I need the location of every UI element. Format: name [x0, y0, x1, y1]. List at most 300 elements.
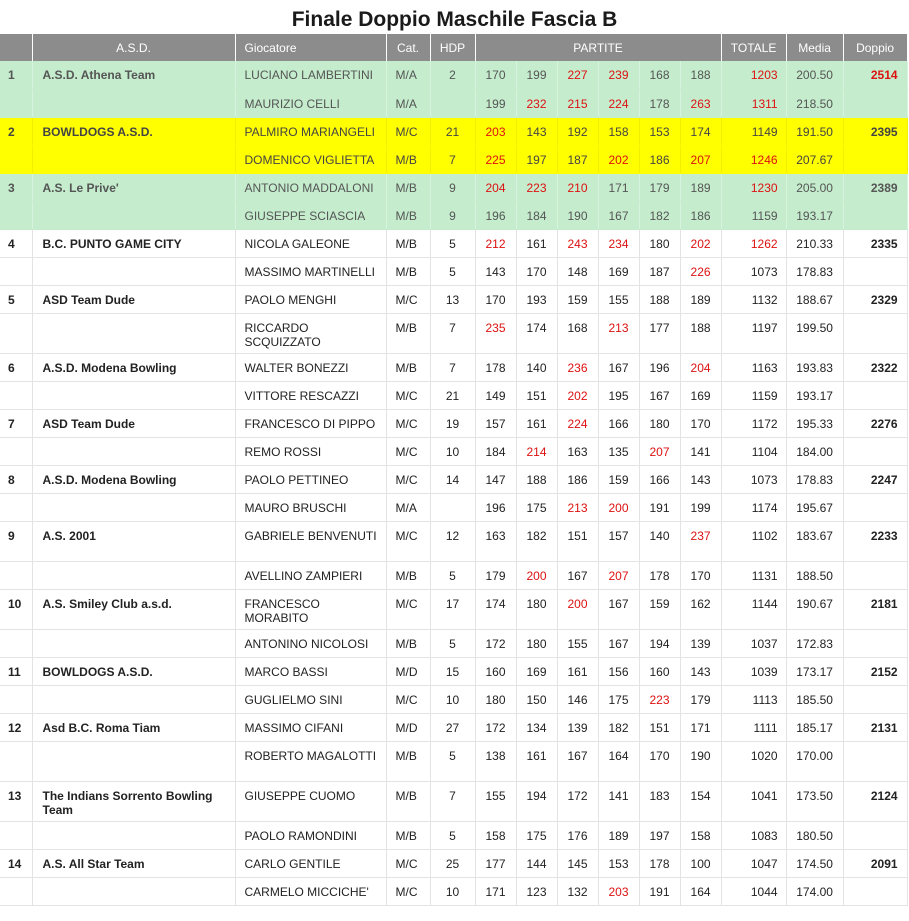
game-score: 237 [680, 521, 721, 561]
game-score: 191 [639, 493, 680, 521]
game-score: 190 [557, 201, 598, 229]
club-cell [32, 257, 235, 285]
player-name: MAURO BRUSCHI [235, 493, 386, 521]
table-row [0, 821, 907, 849]
total-cell: 1203 [721, 61, 786, 89]
position-cell: 14 [0, 849, 32, 877]
game-score: 153 [639, 117, 680, 145]
media-cell: 183.67 [786, 521, 843, 561]
doppio-cell [843, 821, 907, 849]
total-cell: 1020 [721, 741, 786, 781]
game-score: 147 [475, 465, 516, 493]
total-cell: 1144 [721, 589, 786, 629]
player-name: GIUSEPPE SCIASCIA [235, 201, 386, 229]
game-score: 182 [516, 521, 557, 561]
game-score: 232 [516, 89, 557, 117]
player-name: CARLO GENTILE [235, 849, 386, 877]
player-name: GABRIELE BENVENUTI [235, 521, 386, 561]
game-score: 215 [557, 89, 598, 117]
media-cell: 173.50 [786, 781, 843, 821]
game-score: 161 [516, 741, 557, 781]
doppio-cell [843, 561, 907, 589]
hdp-cell [430, 493, 475, 521]
game-score: 186 [557, 465, 598, 493]
hdp-cell: 9 [430, 201, 475, 229]
game-score: 159 [639, 589, 680, 629]
doppio-cell: 2335 [843, 229, 907, 257]
game-score: 135 [598, 437, 639, 465]
player-name: GUGLIELMO SINI [235, 685, 386, 713]
category-cell: M/D [386, 713, 430, 741]
game-score: 157 [475, 409, 516, 437]
hdp-cell: 7 [430, 353, 475, 381]
hdp-cell: 5 [430, 741, 475, 781]
total-cell: 1111 [721, 713, 786, 741]
game-score: 169 [598, 257, 639, 285]
game-score: 213 [557, 493, 598, 521]
game-score: 155 [598, 285, 639, 313]
table-row [0, 713, 907, 741]
game-score: 139 [680, 629, 721, 657]
table-row [0, 313, 907, 353]
game-score: 158 [598, 117, 639, 145]
game-score: 204 [475, 173, 516, 201]
total-cell: 1073 [721, 465, 786, 493]
game-score: 160 [475, 657, 516, 685]
game-score: 155 [557, 629, 598, 657]
header-asd: A.S.D. [32, 34, 235, 61]
game-score: 177 [639, 313, 680, 353]
category-cell: M/B [386, 353, 430, 381]
game-score: 161 [516, 229, 557, 257]
game-score: 143 [475, 257, 516, 285]
media-cell: 188.50 [786, 561, 843, 589]
game-score: 160 [639, 657, 680, 685]
position-cell: 2 [0, 117, 32, 145]
position-cell [0, 685, 32, 713]
category-cell: M/C [386, 409, 430, 437]
position-cell [0, 877, 32, 905]
game-score: 214 [516, 437, 557, 465]
total-cell: 1102 [721, 521, 786, 561]
hdp-cell: 9 [430, 173, 475, 201]
doppio-cell: 2152 [843, 657, 907, 685]
player-name: REMO ROSSI [235, 437, 386, 465]
game-score: 189 [598, 821, 639, 849]
game-score: 145 [557, 849, 598, 877]
club-cell [32, 145, 235, 173]
doppio-cell [843, 877, 907, 905]
game-score: 180 [639, 409, 680, 437]
position-cell [0, 89, 32, 117]
media-cell: 178.83 [786, 465, 843, 493]
game-score: 187 [557, 145, 598, 173]
game-score: 146 [557, 685, 598, 713]
game-score: 207 [639, 437, 680, 465]
club-cell [32, 313, 235, 353]
game-score: 141 [680, 437, 721, 465]
doppio-cell [843, 493, 907, 521]
game-score: 188 [680, 313, 721, 353]
media-cell: 188.67 [786, 285, 843, 313]
position-cell: 6 [0, 353, 32, 381]
player-name: FRANCESCO MORABITO [235, 589, 386, 629]
header-pos [0, 34, 32, 61]
table-row [0, 257, 907, 285]
game-score: 203 [475, 117, 516, 145]
total-cell: 1262 [721, 229, 786, 257]
game-score: 164 [598, 741, 639, 781]
game-score: 210 [557, 173, 598, 201]
doppio-cell [843, 685, 907, 713]
player-name: LUCIANO LAMBERTINI [235, 61, 386, 89]
media-cell: 184.00 [786, 437, 843, 465]
doppio-cell: 2514 [843, 61, 907, 89]
game-score: 167 [557, 561, 598, 589]
hdp-cell: 21 [430, 381, 475, 409]
game-score: 190 [680, 741, 721, 781]
game-score: 189 [680, 285, 721, 313]
game-score: 141 [598, 781, 639, 821]
game-score: 123 [516, 877, 557, 905]
game-score: 167 [598, 201, 639, 229]
game-score: 151 [639, 713, 680, 741]
game-score: 224 [557, 409, 598, 437]
game-score: 196 [639, 353, 680, 381]
category-cell: M/C [386, 685, 430, 713]
hdp-cell: 5 [430, 629, 475, 657]
club-cell: A.S. 2001 [32, 521, 235, 561]
game-score: 167 [557, 741, 598, 781]
total-cell: 1047 [721, 849, 786, 877]
position-cell: 13 [0, 781, 32, 821]
table-row [0, 117, 907, 145]
game-score: 139 [557, 713, 598, 741]
game-score: 138 [475, 741, 516, 781]
position-cell: 11 [0, 657, 32, 685]
game-score: 234 [598, 229, 639, 257]
game-score: 199 [516, 61, 557, 89]
game-score: 226 [680, 257, 721, 285]
doppio-cell: 2124 [843, 781, 907, 821]
hdp-cell: 10 [430, 877, 475, 905]
doppio-cell [843, 257, 907, 285]
game-score: 168 [639, 61, 680, 89]
game-score: 134 [516, 713, 557, 741]
category-cell: M/C [386, 849, 430, 877]
club-cell: B.C. PUNTO GAME CITY [32, 229, 235, 257]
hdp-cell: 15 [430, 657, 475, 685]
player-name: NICOLA GALEONE [235, 229, 386, 257]
game-score: 223 [639, 685, 680, 713]
doppio-cell [843, 145, 907, 173]
total-cell: 1174 [721, 493, 786, 521]
category-cell: M/C [386, 465, 430, 493]
table-row [0, 781, 907, 821]
game-score: 180 [516, 589, 557, 629]
category-cell: M/A [386, 89, 430, 117]
hdp-cell: 25 [430, 849, 475, 877]
club-cell [32, 201, 235, 229]
table-row [0, 493, 907, 521]
club-cell: A.S. Smiley Club a.s.d. [32, 589, 235, 629]
game-score: 202 [598, 145, 639, 173]
game-score: 212 [475, 229, 516, 257]
total-cell: 1311 [721, 89, 786, 117]
total-cell: 1073 [721, 257, 786, 285]
media-cell: 195.33 [786, 409, 843, 437]
game-score: 223 [516, 173, 557, 201]
game-score: 175 [598, 685, 639, 713]
game-score: 174 [475, 589, 516, 629]
club-cell [32, 437, 235, 465]
media-cell: 185.17 [786, 713, 843, 741]
club-cell [32, 89, 235, 117]
game-score: 184 [516, 201, 557, 229]
header-totale: TOTALE [721, 34, 786, 61]
game-score: 180 [639, 229, 680, 257]
game-score: 202 [680, 229, 721, 257]
game-score: 144 [516, 849, 557, 877]
club-cell: Asd B.C. Roma Tiam [32, 713, 235, 741]
table-row [0, 629, 907, 657]
position-cell: 4 [0, 229, 32, 257]
header-giocatore: Giocatore [235, 34, 386, 61]
hdp-cell: 21 [430, 117, 475, 145]
game-score: 161 [516, 409, 557, 437]
club-cell: ASD Team Dude [32, 409, 235, 437]
hdp-cell: 19 [430, 409, 475, 437]
game-score: 167 [598, 353, 639, 381]
game-score: 188 [516, 465, 557, 493]
hdp-cell: 27 [430, 713, 475, 741]
hdp-cell: 2 [430, 61, 475, 89]
position-cell [0, 381, 32, 409]
club-cell: The Indians Sorrento Bowling Team [32, 781, 235, 821]
media-cell: 200.50 [786, 61, 843, 89]
game-score: 186 [680, 201, 721, 229]
doppio-cell: 2395 [843, 117, 907, 145]
position-cell [0, 561, 32, 589]
game-score: 207 [598, 561, 639, 589]
table-row [0, 409, 907, 437]
club-cell: ASD Team Dude [32, 285, 235, 313]
doppio-cell: 2233 [843, 521, 907, 561]
game-score: 203 [598, 877, 639, 905]
category-cell: M/C [386, 285, 430, 313]
position-cell: 1 [0, 61, 32, 89]
doppio-cell [843, 437, 907, 465]
media-cell: 174.00 [786, 877, 843, 905]
game-score: 194 [639, 629, 680, 657]
table-row [0, 877, 907, 905]
table-row [0, 145, 907, 173]
total-cell: 1197 [721, 313, 786, 353]
hdp-cell [430, 89, 475, 117]
game-score: 178 [475, 353, 516, 381]
table-row [0, 589, 907, 629]
position-cell: 5 [0, 285, 32, 313]
game-score: 199 [475, 89, 516, 117]
hdp-cell: 13 [430, 285, 475, 313]
game-score: 192 [557, 117, 598, 145]
category-cell: M/A [386, 493, 430, 521]
player-name: WALTER BONEZZI [235, 353, 386, 381]
game-score: 143 [680, 657, 721, 685]
game-score: 154 [680, 781, 721, 821]
game-score: 193 [516, 285, 557, 313]
total-cell: 1163 [721, 353, 786, 381]
total-cell: 1037 [721, 629, 786, 657]
category-cell: M/D [386, 657, 430, 685]
game-score: 156 [598, 657, 639, 685]
table-row [0, 229, 907, 257]
total-cell: 1230 [721, 173, 786, 201]
game-score: 170 [680, 409, 721, 437]
hdp-cell: 14 [430, 465, 475, 493]
game-score: 235 [475, 313, 516, 353]
game-score: 175 [516, 821, 557, 849]
position-cell [0, 741, 32, 781]
game-score: 183 [639, 781, 680, 821]
media-cell: 180.50 [786, 821, 843, 849]
player-name: PALMIRO MARIANGELI [235, 117, 386, 145]
position-cell: 9 [0, 521, 32, 561]
game-score: 170 [475, 61, 516, 89]
hdp-cell: 7 [430, 313, 475, 353]
total-cell: 1041 [721, 781, 786, 821]
category-cell: M/B [386, 821, 430, 849]
position-cell [0, 821, 32, 849]
doppio-cell: 2276 [843, 409, 907, 437]
total-cell: 1149 [721, 117, 786, 145]
position-cell [0, 437, 32, 465]
game-score: 148 [557, 257, 598, 285]
category-cell: M/B [386, 741, 430, 781]
category-cell: M/C [386, 521, 430, 561]
game-score: 171 [598, 173, 639, 201]
doppio-cell: 2131 [843, 713, 907, 741]
position-cell: 8 [0, 465, 32, 493]
game-score: 179 [475, 561, 516, 589]
position-cell [0, 145, 32, 173]
doppio-cell [843, 629, 907, 657]
club-cell: BOWLDOGS A.S.D. [32, 117, 235, 145]
game-score: 174 [680, 117, 721, 145]
game-score: 178 [639, 849, 680, 877]
club-cell: A.S. All Star Team [32, 849, 235, 877]
category-cell: M/C [386, 117, 430, 145]
game-score: 167 [639, 381, 680, 409]
hdp-cell: 10 [430, 437, 475, 465]
game-score: 202 [557, 381, 598, 409]
position-cell [0, 201, 32, 229]
club-cell [32, 561, 235, 589]
game-score: 168 [557, 313, 598, 353]
hdp-cell: 5 [430, 821, 475, 849]
player-name: GIUSEPPE CUOMO [235, 781, 386, 821]
hdp-cell: 5 [430, 229, 475, 257]
category-cell: M/B [386, 201, 430, 229]
total-cell: 1104 [721, 437, 786, 465]
position-cell [0, 313, 32, 353]
media-cell: 170.00 [786, 741, 843, 781]
media-cell: 172.83 [786, 629, 843, 657]
hdp-cell: 12 [430, 521, 475, 561]
media-cell: 190.67 [786, 589, 843, 629]
media-cell: 195.67 [786, 493, 843, 521]
player-name: MAURIZIO CELLI [235, 89, 386, 117]
player-name: MASSIMO CIFANI [235, 713, 386, 741]
table-row [0, 849, 907, 877]
game-score: 236 [557, 353, 598, 381]
total-cell: 1044 [721, 877, 786, 905]
game-score: 161 [557, 657, 598, 685]
game-score: 170 [475, 285, 516, 313]
player-name: AVELLINO ZAMPIERI [235, 561, 386, 589]
club-cell [32, 821, 235, 849]
table-row [0, 381, 907, 409]
game-score: 191 [639, 877, 680, 905]
player-name: ANTONINO NICOLOSI [235, 629, 386, 657]
game-score: 186 [639, 145, 680, 173]
category-cell: M/C [386, 381, 430, 409]
game-score: 172 [475, 713, 516, 741]
media-cell: 178.83 [786, 257, 843, 285]
game-score: 196 [475, 201, 516, 229]
table-row [0, 353, 907, 381]
game-score: 200 [516, 561, 557, 589]
header-doppio: Doppio [843, 34, 907, 61]
club-cell [32, 629, 235, 657]
total-cell: 1246 [721, 145, 786, 173]
doppio-cell: 2091 [843, 849, 907, 877]
game-score: 182 [639, 201, 680, 229]
table-row [0, 465, 907, 493]
game-score: 171 [680, 713, 721, 741]
header-partite: PARTITE [475, 34, 721, 61]
total-cell: 1131 [721, 561, 786, 589]
game-score: 177 [475, 849, 516, 877]
game-score: 204 [680, 353, 721, 381]
club-cell: A.S.D. Modena Bowling [32, 353, 235, 381]
game-score: 143 [516, 117, 557, 145]
game-score: 180 [475, 685, 516, 713]
hdp-cell: 17 [430, 589, 475, 629]
club-cell [32, 381, 235, 409]
position-cell: 3 [0, 173, 32, 201]
total-cell: 1083 [721, 821, 786, 849]
doppio-cell: 2329 [843, 285, 907, 313]
table-row [0, 561, 907, 589]
table-row [0, 285, 907, 313]
doppio-cell: 2247 [843, 465, 907, 493]
total-cell: 1159 [721, 381, 786, 409]
game-score: 184 [475, 437, 516, 465]
doppio-cell [843, 89, 907, 117]
game-score: 163 [557, 437, 598, 465]
media-cell: 173.17 [786, 657, 843, 685]
club-cell [32, 685, 235, 713]
game-score: 188 [680, 61, 721, 89]
table-row [0, 685, 907, 713]
media-cell: 193.17 [786, 201, 843, 229]
hdp-cell: 5 [430, 561, 475, 589]
game-score: 159 [557, 285, 598, 313]
page-title: Finale Doppio Maschile Fascia B [291, 8, 618, 31]
game-score: 150 [516, 685, 557, 713]
club-cell [32, 877, 235, 905]
